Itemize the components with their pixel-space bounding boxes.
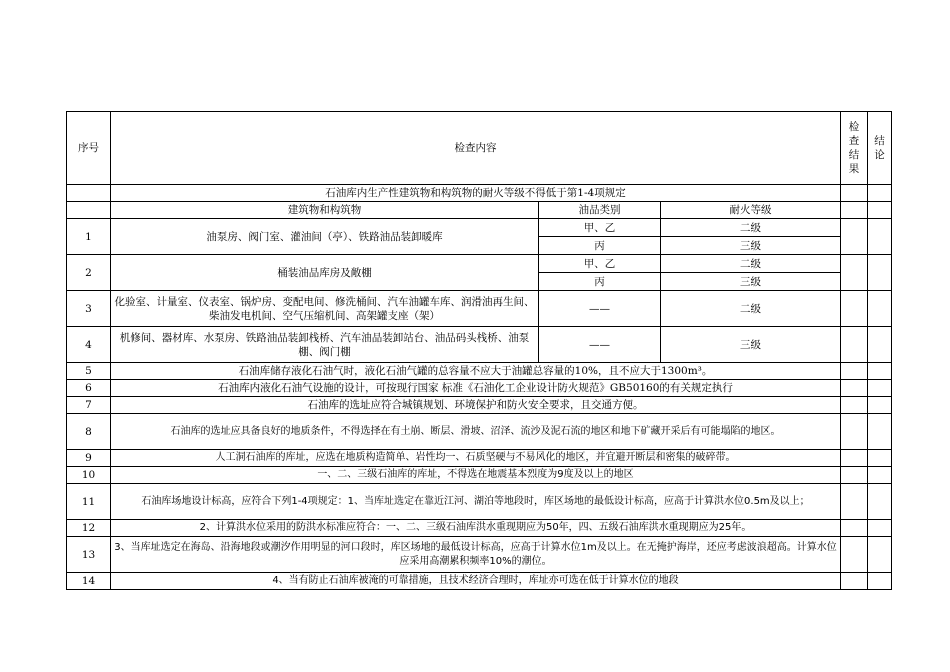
row-fire-grade: 二级 [661,219,841,237]
table-row [67,255,892,273]
table-row [67,397,892,414]
table-row [67,537,892,573]
oil-class-subheader: 油品类别 [539,202,661,219]
row-text: 石油库场地设计标高，应符合下列1-4项规定：1、当库址选定在靠近江河、湖泊等地段时，库区场地的最低设计标高，应高于计算洪水位0.5m及以上； [111,484,841,520]
seq-header: 序号 [67,112,111,185]
row-fire-grade: 三级 [661,237,841,255]
row-seq: 14 [67,573,111,590]
row-oil-class: 甲、乙 [539,219,661,237]
table-row [67,450,892,467]
row-seq: 4 [67,327,111,363]
row-fire-grade: 三级 [661,273,841,291]
check-result-header: 检 查 结 果 [841,112,868,185]
row-building: 机修间、器材库、水泵房、铁路油品装卸栈桥、汽车油品装卸站台、油品码头栈桥、油泵棚、阀门棚 [111,327,539,363]
table-row [67,380,892,397]
row-oil-class: —— [539,327,661,363]
building-subheader: 建筑物和构筑物 [111,202,539,219]
row-text: 石油库储存液化石油气时，液化石油气罐的总容量不应大于油罐总容量的10%，且不应大于1300m³。 [111,363,841,380]
row-oil-class: —— [539,291,661,327]
table-row [67,573,892,590]
row-fire-grade: 三级 [661,327,841,363]
row-seq: 13 [67,537,111,573]
row-text: 3、当库址选定在海岛、沿海地段或潮汐作用明显的河口段时，库区场地的最低设计标高，应高于计算水位1m及以上。在无掩护海岸，还应考虑波浪超高。计算水位应采用高潮累积频率10%的潮位。 [111,537,841,573]
table-row [67,291,892,327]
row-fire-grade: 二级 [661,291,841,327]
table-row [67,467,892,484]
content-header: 检查内容 [111,112,841,185]
row-text: 人工洞石油库的库址，应选在地质构造简单、岩性均一、石质坚硬与不易风化的地区，并宜避开断层和密集的破碎带。 [111,450,841,467]
table-row [67,219,892,237]
row-seq: 9 [67,450,111,467]
row-fire-grade: 二级 [661,255,841,273]
row-building: 化验室、计量室、仪表室、锅炉房、变配电间、修洗桶间、汽车油罐车库、润滑油再生间、柴油发电机间、空气压缩机间、高架罐支座（架） [111,291,539,327]
row-seq: 6 [67,380,111,397]
row-seq: 8 [67,414,111,450]
row-oil-class: 丙 [539,273,661,291]
row-seq: 5 [67,363,111,380]
fire-grade-subheader: 耐火等级 [661,202,841,219]
table-row [67,520,892,537]
row-text: 2、计算洪水位采用的防洪水标准应符合：一、二、三级石油库洪水重现期应为50年，四、五级石油库洪水重现期应为25年。 [111,520,841,537]
header-row [67,112,892,185]
row-text: 4、当有防止石油库被淹的可靠措施，且技术经济合理时，库址亦可选在低于计算水位的地段 [111,573,841,590]
row-seq: 12 [67,520,111,537]
section-title: 石油库内生产性建筑物和构筑物的耐火等级不得低于第1-4项规定 [111,185,841,202]
row-seq: 1 [67,219,111,255]
row-seq: 3 [67,291,111,327]
inspection-table [66,111,892,590]
row-text: 石油库的选址应符合城镇规划、环境保护和防火安全要求，且交通方便。 [111,397,841,414]
row-text: 石油库内液化石油气设施的设计，可按现行国家 标准《石油化工企业设计防火规范》GB50160的有关规定执行 [111,380,841,397]
row-building: 桶装油品库房及敞棚 [111,255,539,291]
row-text: 石油库的选址应具备良好的地质条件，不得选择在有土崩、断层、滑坡、沼泽、流沙及泥石流的地区和地下矿藏开采后有可能塌陷的地区。 [111,414,841,450]
row-seq: 7 [67,397,111,414]
row-building: 油泵房、阀门室、灌油间（亭）、铁路油品装卸暖库 [111,219,539,255]
row-seq: 11 [67,484,111,520]
row-oil-class: 丙 [539,237,661,255]
row-seq: 2 [67,255,111,291]
row-oil-class: 甲、乙 [539,255,661,273]
table-row [67,327,892,363]
conclusion-header: 结 论 [868,112,892,185]
subheader-row [67,202,892,219]
table-row [67,484,892,520]
row-text: 一、二、三级石油库的库址，不得选在地震基本烈度为9度及以上的地区 [111,467,841,484]
section-row [67,185,892,202]
table-row [67,414,892,450]
table-row [67,363,892,380]
row-seq: 10 [67,467,111,484]
